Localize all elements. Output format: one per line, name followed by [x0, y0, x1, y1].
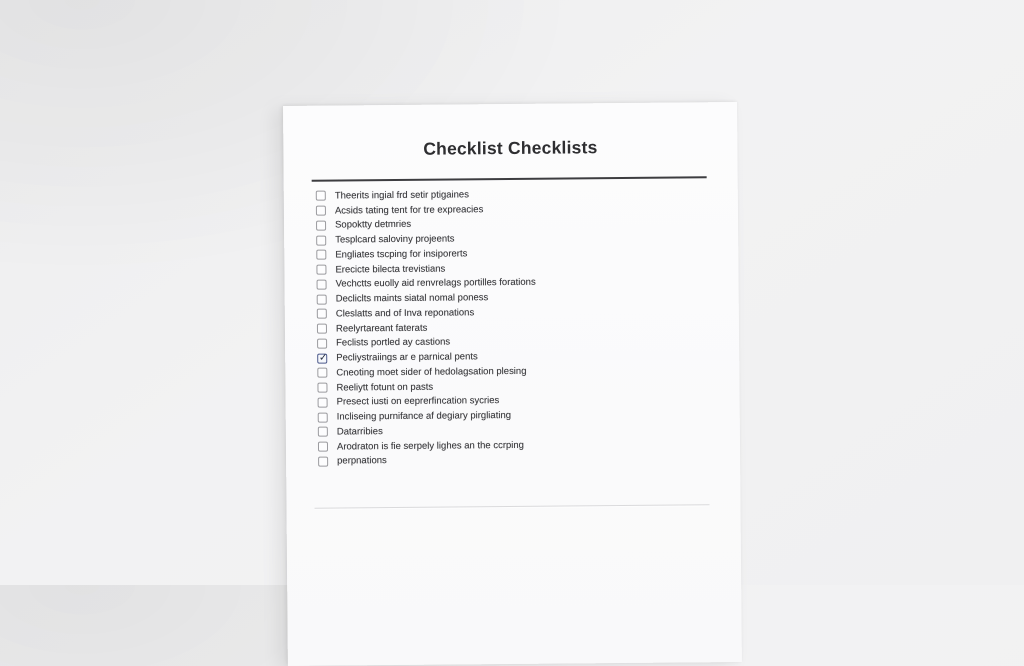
checkbox[interactable] [318, 456, 328, 466]
checkbox[interactable] [317, 353, 327, 363]
checklist-item-label: Tesplcard saloviny projeents [335, 234, 454, 246]
checklist-item-label: Decliclts maints siatal nomal poness [336, 292, 489, 304]
checklist-item-label: Datarribies [337, 426, 383, 437]
checkbox[interactable] [317, 309, 327, 319]
checkbox[interactable] [317, 368, 327, 378]
checkbox[interactable] [318, 442, 328, 452]
checklist-item-label: Incliseing purnifance af degiary pirgliating [337, 410, 511, 423]
checklist-item-label: Arodraton is fie serpely lighes an the ccrping [337, 439, 524, 452]
checklist-item-label: Presect iusti on eeprerfincation sycries [337, 395, 500, 407]
checkbox[interactable] [317, 383, 327, 393]
checkbox[interactable] [316, 250, 326, 260]
checkbox[interactable] [318, 412, 328, 422]
checklist-item-label: Erecicte bilecta trevistians [335, 263, 445, 275]
checkbox[interactable] [316, 235, 326, 245]
checklist-item-label: Reelyrtareant faterats [336, 322, 427, 334]
title-divider [312, 176, 707, 181]
checkbox[interactable] [317, 279, 327, 289]
checklist-item-label: Pecliystraiings ar e parnical pents [336, 351, 478, 363]
checklist-item-label: Sopoktty detmries [335, 219, 411, 231]
checklist-item [318, 451, 718, 469]
checkbox[interactable] [317, 324, 327, 334]
checklist-item-label: Feclists portled ay castions [336, 337, 450, 349]
checklist-item-label: Engliates tscping for insiporerts [335, 248, 467, 260]
checkbox[interactable] [316, 191, 326, 201]
document-page [283, 102, 742, 666]
checkbox[interactable] [317, 294, 327, 304]
checklist-item-label: Cneoting moet sider of hedolagsation plesing [336, 366, 526, 379]
checklist-item-label: Reeliytt fotunt on pasts [336, 381, 433, 393]
checklist-item-label: Vechctts euolly aid renvrelags portilles forations [336, 277, 536, 290]
checkbox[interactable] [318, 427, 328, 437]
checkbox[interactable] [317, 338, 327, 348]
checklist-item-label: perpnations [337, 455, 387, 466]
checkmark-icon: ✓ [318, 352, 328, 363]
checkbox[interactable] [316, 206, 326, 216]
checklist [316, 185, 718, 469]
checklist-item-label: Acsids tating tent for tre expreacies [335, 204, 483, 216]
footer-divider [315, 504, 710, 508]
checkbox[interactable] [316, 220, 326, 230]
checkbox[interactable] [318, 397, 328, 407]
page-title: Checklist Checklists [283, 136, 737, 161]
checkbox[interactable] [316, 265, 326, 275]
checklist-item-label: Cleslatts and of Inva reponations [336, 307, 474, 319]
checklist-item-label: Theerits ingial frd setir ptigaines [335, 189, 469, 201]
